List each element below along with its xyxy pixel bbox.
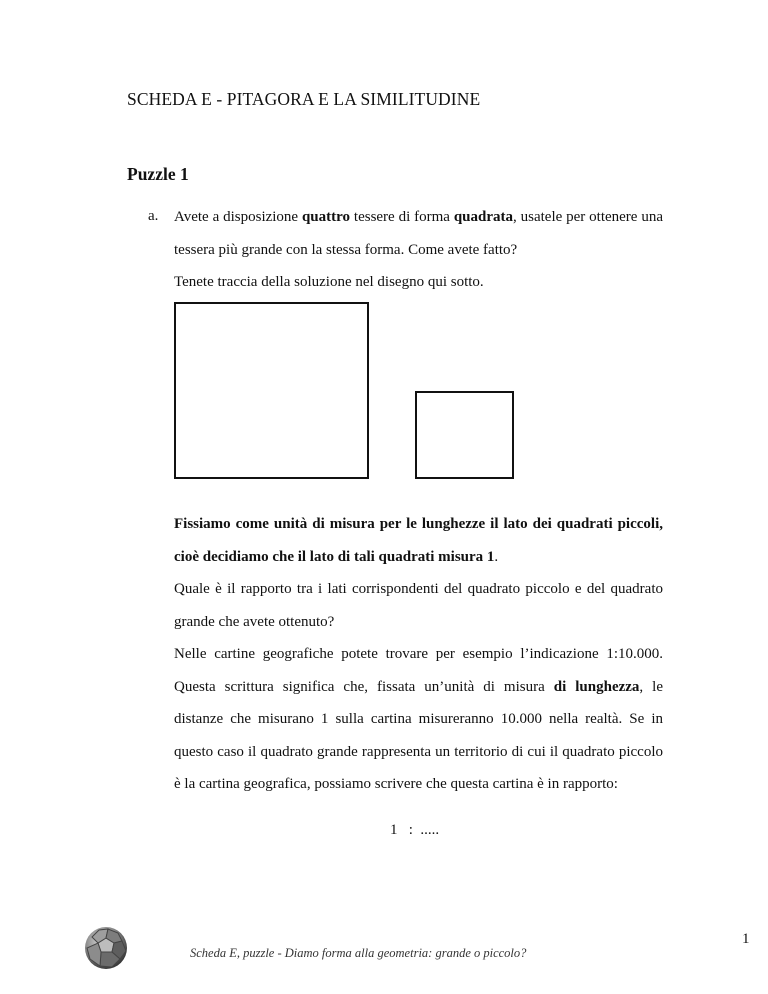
small-square-drawing (415, 391, 514, 479)
large-square-drawing (174, 302, 369, 479)
map-scale-explanation: Nelle cartine geografiche potete trovare per esempio l’indicazione 1:10.000. Questa scrittura significa che, fissata un’unità di misura di lunghezza, le distanze che misurano 1 sulla cartina misureranno 10.000 nella realtà. Se in questo caso il quadrato grande rappresenta un territorio di cui il quadrato piccolo è la cartina geografica, possiamo scrivere che questa cartina è in rapporto: (174, 646, 663, 792)
footer-caption: Scheda E, puzzle - Diamo forma alla geometria: grande o piccolo? (190, 946, 527, 960)
instruction-paragraph: Avete a disposizione quattro tessere di forma quadrata, usatele per ottenere una tessera più grande con la stessa forma. Come avete fatto? (174, 209, 663, 258)
item-a-intro (174, 201, 663, 299)
list-marker: a. (148, 208, 159, 224)
emphasis-quattro: quattro (301, 209, 351, 225)
polyhedron-ball-icon (82, 924, 130, 972)
page-title: SCHEDA E - PITAGORA E LA SIMILITUDINE (127, 89, 481, 109)
unit-definition: Fissiamo come unità di misura per le lunghezze il lato dei quadrati piccoli, cioè decidiamo che il lato di tali quadrati misura 1. (174, 516, 663, 565)
page-number: 1 (742, 931, 750, 947)
emphasis-quadrata: quadrata (453, 209, 513, 225)
emphasis-lunghezza: di lunghezza (553, 678, 640, 695)
item-a-body (174, 508, 663, 801)
ratio-blank: 1 : ..... (390, 822, 440, 838)
ratio-question: Quale è il rapporto tra i lati corrispondenti del quadrato piccolo e del quadrato grande che avete ottenuto? (174, 581, 663, 630)
section-heading: Puzzle 1 (127, 164, 189, 184)
trace-instruction: Tenete traccia della soluzione nel disegno qui sotto. (174, 274, 484, 290)
